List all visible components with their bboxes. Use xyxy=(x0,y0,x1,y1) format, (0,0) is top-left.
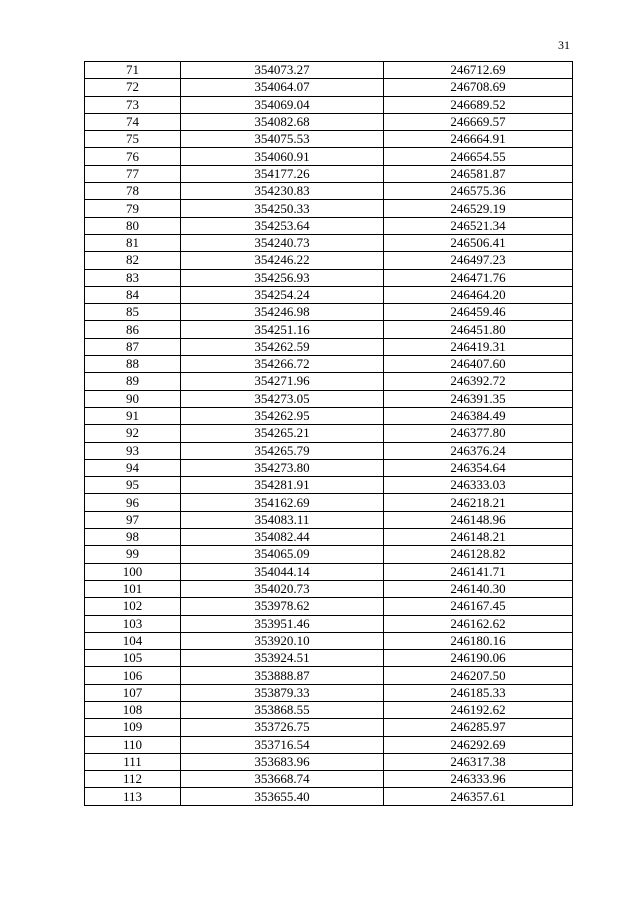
table-row xyxy=(85,667,573,684)
point-number-cell: 88 xyxy=(85,356,181,373)
coordinate-y-cell: 246148.21 xyxy=(384,529,573,546)
point-number-cell: 87 xyxy=(85,338,181,355)
table-row xyxy=(85,252,573,269)
page-number: 31 xyxy=(558,38,570,52)
point-number-cell: 83 xyxy=(85,269,181,286)
point-number-cell: 77 xyxy=(85,165,181,182)
table-row xyxy=(85,200,573,217)
coordinate-y-cell: 246391.35 xyxy=(384,390,573,407)
table-row xyxy=(85,494,573,511)
coordinate-x-cell: 354262.59 xyxy=(181,338,384,355)
table-row xyxy=(85,425,573,442)
coordinate-x-cell: 354082.68 xyxy=(181,113,384,130)
point-number-cell: 72 xyxy=(85,79,181,96)
coordinate-y-cell: 246167.45 xyxy=(384,598,573,615)
point-number-cell: 98 xyxy=(85,529,181,546)
point-number-cell: 89 xyxy=(85,373,181,390)
point-number-cell: 101 xyxy=(85,580,181,597)
table-row xyxy=(85,304,573,321)
coordinate-x-cell: 354069.04 xyxy=(181,96,384,113)
table-row xyxy=(85,788,573,805)
coordinate-y-cell: 246128.82 xyxy=(384,546,573,563)
coordinate-y-cell: 246392.72 xyxy=(384,373,573,390)
coordinate-y-cell: 246354.64 xyxy=(384,459,573,476)
coordinates-table xyxy=(84,61,573,806)
coordinate-x-cell: 353868.55 xyxy=(181,701,384,718)
point-number-cell: 103 xyxy=(85,615,181,632)
point-number-cell: 73 xyxy=(85,96,181,113)
table-row xyxy=(85,477,573,494)
table-row xyxy=(85,390,573,407)
table-row xyxy=(85,632,573,649)
coordinate-y-cell: 246162.62 xyxy=(384,615,573,632)
coordinate-x-cell: 354273.80 xyxy=(181,459,384,476)
point-number-cell: 92 xyxy=(85,425,181,442)
coordinate-x-cell: 354230.83 xyxy=(181,183,384,200)
table-row xyxy=(85,165,573,182)
coordinate-x-cell: 353888.87 xyxy=(181,667,384,684)
coordinate-x-cell: 353716.54 xyxy=(181,736,384,753)
coordinate-x-cell: 353655.40 xyxy=(181,788,384,805)
point-number-cell: 105 xyxy=(85,650,181,667)
coordinate-x-cell: 354060.91 xyxy=(181,148,384,165)
coordinate-x-cell: 354266.72 xyxy=(181,356,384,373)
table-row xyxy=(85,113,573,130)
table-row xyxy=(85,546,573,563)
coordinate-y-cell: 246581.87 xyxy=(384,165,573,182)
coordinate-x-cell: 354254.24 xyxy=(181,286,384,303)
coordinate-x-cell: 354082.44 xyxy=(181,529,384,546)
point-number-cell: 76 xyxy=(85,148,181,165)
table-row xyxy=(85,321,573,338)
table-row xyxy=(85,407,573,424)
table-row xyxy=(85,338,573,355)
coordinate-y-cell: 246376.24 xyxy=(384,442,573,459)
coordinate-y-cell: 246529.19 xyxy=(384,200,573,217)
coordinate-x-cell: 354273.05 xyxy=(181,390,384,407)
coordinate-y-cell: 246664.91 xyxy=(384,131,573,148)
coordinate-x-cell: 354177.26 xyxy=(181,165,384,182)
coordinate-x-cell: 354250.33 xyxy=(181,200,384,217)
coordinate-x-cell: 354020.73 xyxy=(181,580,384,597)
table-row xyxy=(85,356,573,373)
point-number-cell: 97 xyxy=(85,511,181,528)
coordinate-y-cell: 246471.76 xyxy=(384,269,573,286)
coordinate-x-cell: 354083.11 xyxy=(181,511,384,528)
point-number-cell: 93 xyxy=(85,442,181,459)
point-number-cell: 82 xyxy=(85,252,181,269)
coordinate-x-cell: 354281.91 xyxy=(181,477,384,494)
coordinate-y-cell: 246148.96 xyxy=(384,511,573,528)
coordinate-y-cell: 246180.16 xyxy=(384,632,573,649)
coordinate-y-cell: 246185.33 xyxy=(384,684,573,701)
table-row xyxy=(85,771,573,788)
table-row xyxy=(85,615,573,632)
point-number-cell: 113 xyxy=(85,788,181,805)
coordinate-y-cell: 246654.55 xyxy=(384,148,573,165)
point-number-cell: 106 xyxy=(85,667,181,684)
point-number-cell: 85 xyxy=(85,304,181,321)
point-number-cell: 108 xyxy=(85,701,181,718)
table-row xyxy=(85,580,573,597)
coordinate-y-cell: 246377.80 xyxy=(384,425,573,442)
coordinate-x-cell: 354162.69 xyxy=(181,494,384,511)
coordinate-x-cell: 354073.27 xyxy=(181,62,384,79)
point-number-cell: 78 xyxy=(85,183,181,200)
coordinate-x-cell: 354065.09 xyxy=(181,546,384,563)
coordinate-x-cell: 354251.16 xyxy=(181,321,384,338)
coordinate-x-cell: 354253.64 xyxy=(181,217,384,234)
point-number-cell: 81 xyxy=(85,234,181,251)
coordinate-x-cell: 354265.79 xyxy=(181,442,384,459)
coordinate-y-cell: 246218.21 xyxy=(384,494,573,511)
point-number-cell: 112 xyxy=(85,771,181,788)
point-number-cell: 102 xyxy=(85,598,181,615)
coordinate-y-cell: 246419.31 xyxy=(384,338,573,355)
coordinate-x-cell: 354044.14 xyxy=(181,563,384,580)
coordinate-x-cell: 353879.33 xyxy=(181,684,384,701)
table-row xyxy=(85,286,573,303)
table-row xyxy=(85,684,573,701)
point-number-cell: 75 xyxy=(85,131,181,148)
point-number-cell: 84 xyxy=(85,286,181,303)
coordinate-x-cell: 354246.22 xyxy=(181,252,384,269)
coordinate-y-cell: 246459.46 xyxy=(384,304,573,321)
table-row xyxy=(85,183,573,200)
point-number-cell: 110 xyxy=(85,736,181,753)
table-row xyxy=(85,62,573,79)
coordinate-x-cell: 353726.75 xyxy=(181,719,384,736)
table-row xyxy=(85,563,573,580)
coordinate-y-cell: 246384.49 xyxy=(384,407,573,424)
coordinate-x-cell: 353668.74 xyxy=(181,771,384,788)
point-number-cell: 74 xyxy=(85,113,181,130)
table-row xyxy=(85,719,573,736)
coordinate-y-cell: 246285.97 xyxy=(384,719,573,736)
table-row xyxy=(85,650,573,667)
coordinate-y-cell: 246712.69 xyxy=(384,62,573,79)
coordinate-y-cell: 246207.50 xyxy=(384,667,573,684)
point-number-cell: 96 xyxy=(85,494,181,511)
table-row xyxy=(85,96,573,113)
coordinate-x-cell: 354075.53 xyxy=(181,131,384,148)
table-row xyxy=(85,701,573,718)
coordinate-y-cell: 246357.61 xyxy=(384,788,573,805)
coordinate-x-cell: 353924.51 xyxy=(181,650,384,667)
coordinate-x-cell: 353920.10 xyxy=(181,632,384,649)
point-number-cell: 86 xyxy=(85,321,181,338)
coordinate-y-cell: 246689.52 xyxy=(384,96,573,113)
coordinate-y-cell: 246497.23 xyxy=(384,252,573,269)
point-number-cell: 80 xyxy=(85,217,181,234)
point-number-cell: 91 xyxy=(85,407,181,424)
point-number-cell: 71 xyxy=(85,62,181,79)
coordinate-x-cell: 354262.95 xyxy=(181,407,384,424)
coordinate-y-cell: 246190.06 xyxy=(384,650,573,667)
point-number-cell: 94 xyxy=(85,459,181,476)
table-row xyxy=(85,234,573,251)
coordinate-x-cell: 354271.96 xyxy=(181,373,384,390)
coordinate-x-cell: 353683.96 xyxy=(181,753,384,770)
coordinate-y-cell: 246669.57 xyxy=(384,113,573,130)
coordinate-x-cell: 354240.73 xyxy=(181,234,384,251)
point-number-cell: 104 xyxy=(85,632,181,649)
point-number-cell: 109 xyxy=(85,719,181,736)
coordinate-y-cell: 246506.41 xyxy=(384,234,573,251)
table-row xyxy=(85,217,573,234)
coordinate-y-cell: 246708.69 xyxy=(384,79,573,96)
table-row xyxy=(85,529,573,546)
point-number-cell: 99 xyxy=(85,546,181,563)
coordinate-x-cell: 353951.46 xyxy=(181,615,384,632)
coordinate-y-cell: 246521.34 xyxy=(384,217,573,234)
table-row xyxy=(85,269,573,286)
table-row xyxy=(85,148,573,165)
coordinate-x-cell: 354265.21 xyxy=(181,425,384,442)
coordinate-y-cell: 246464.20 xyxy=(384,286,573,303)
table-row xyxy=(85,511,573,528)
coordinate-y-cell: 246292.69 xyxy=(384,736,573,753)
coordinate-y-cell: 246140.30 xyxy=(384,580,573,597)
coordinate-y-cell: 246575.36 xyxy=(384,183,573,200)
coordinate-y-cell: 246333.96 xyxy=(384,771,573,788)
coordinate-x-cell: 354256.93 xyxy=(181,269,384,286)
point-number-cell: 100 xyxy=(85,563,181,580)
coordinate-y-cell: 246192.62 xyxy=(384,701,573,718)
coordinate-x-cell: 354246.98 xyxy=(181,304,384,321)
coordinate-y-cell: 246451.80 xyxy=(384,321,573,338)
table-row xyxy=(85,753,573,770)
coordinate-x-cell: 354064.07 xyxy=(181,79,384,96)
coordinate-y-cell: 246141.71 xyxy=(384,563,573,580)
table-row xyxy=(85,459,573,476)
point-number-cell: 111 xyxy=(85,753,181,770)
table-row xyxy=(85,373,573,390)
table-row xyxy=(85,736,573,753)
coordinate-y-cell: 246407.60 xyxy=(384,356,573,373)
coordinate-y-cell: 246333.03 xyxy=(384,477,573,494)
point-number-cell: 95 xyxy=(85,477,181,494)
table-row xyxy=(85,442,573,459)
coordinates-table-body xyxy=(85,62,573,806)
point-number-cell: 79 xyxy=(85,200,181,217)
coordinate-y-cell: 246317.38 xyxy=(384,753,573,770)
point-number-cell: 90 xyxy=(85,390,181,407)
point-number-cell: 107 xyxy=(85,684,181,701)
table-row xyxy=(85,598,573,615)
coordinate-x-cell: 353978.62 xyxy=(181,598,384,615)
table-row xyxy=(85,131,573,148)
table-row xyxy=(85,79,573,96)
